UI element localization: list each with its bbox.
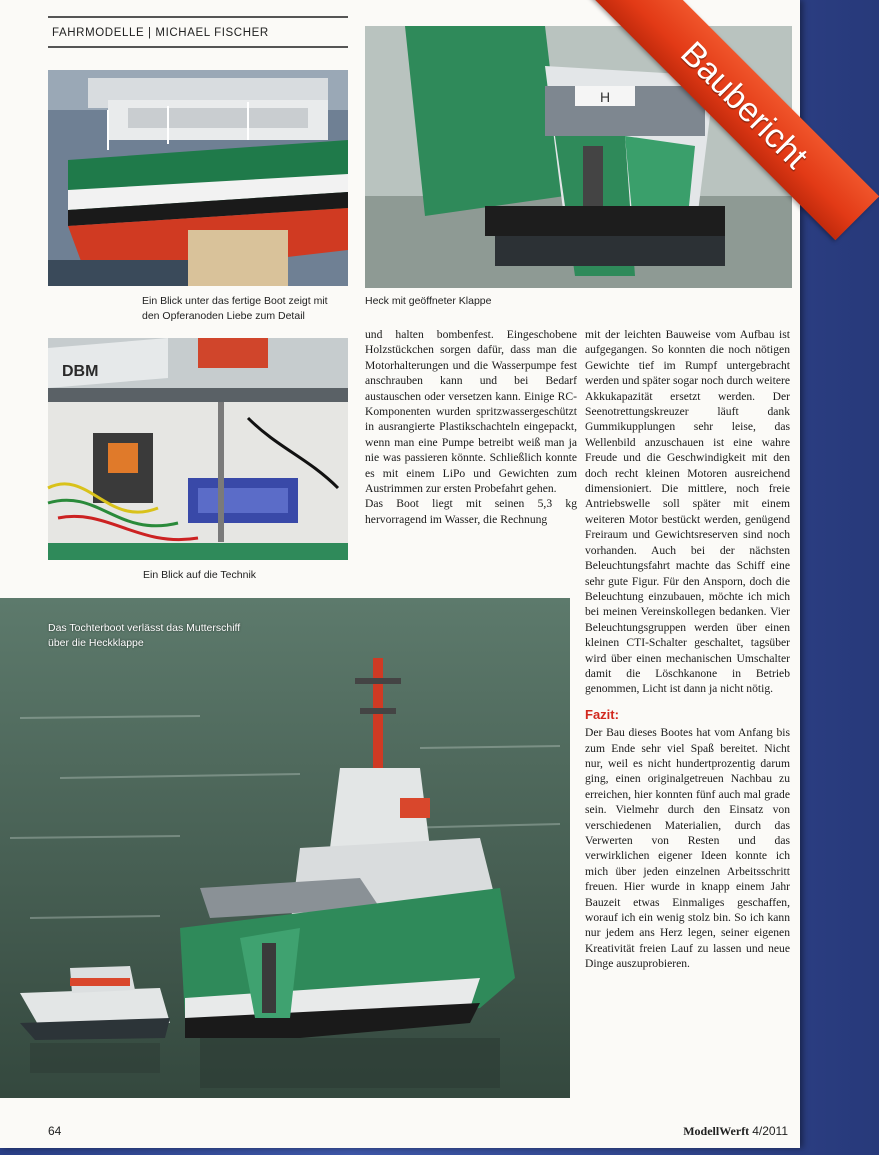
magazine-footer [683, 1124, 788, 1139]
header-rule-top [48, 16, 348, 18]
corner-banner [560, 0, 816, 240]
article-paragraph: Das Boot liegt mit seinen 5,3 kg hervorragend im Wasser, die Rechnung [365, 497, 577, 526]
photo-ship-on-water [0, 598, 570, 1098]
article-paragraph: Der Bau dieses Bootes hat vom Anfang bis zum Ende sehr viel Spaß bereitet. Nicht nur, weil es nicht hundertprozentig darum ging, einen originalgetreuen Nachbau zu erreichen, hier konnten fünf auch mal grade sein. Vielmehr durch den Einsatz von verschiedenen Materialien, durch das Verwerten von Resten und das verwirklichen eigener Ideen konnte ich mich über jeden einzelnen Arbeitsschritt freuen. Hier wurde in knapp einem Jahr Bauzeit etwas Einmaliges geschaffen, worauf ich ein wenig stolz bin. So ich kann nur jedem ans Herz legen, seiner eigenen Kreativität freien Lauf zu lassen und neue Dinge auszuprobieren. [585, 726, 790, 971]
page-number: 64 [48, 1124, 62, 1138]
caption-line: Ein Blick unter das fertige Boot zeigt mit [142, 295, 328, 307]
fazit-heading: Fazit: [585, 706, 619, 722]
hull-underside-image [48, 70, 348, 286]
caption-line: den Opferanoden Liebe zum Detail [142, 310, 305, 322]
caption-line: Das Tochterboot verlässt das Mutterschiff [48, 622, 241, 634]
banner-label: Baubericht [673, 33, 816, 176]
electronics-image [48, 338, 348, 560]
article-column-2 [585, 327, 790, 972]
photo-hull-underside [48, 70, 348, 286]
article-paragraph: und halten bombenfest. Eingeschobene Holzstückchen sorgen dafür, dass man die Motorhalterungen und die Wasserpumpe fest anschrauben kann und bei Bedarf austauschen oder versetzen kann. Einige RC-Komponenten wurden spritzwassergeschützt in ausrangierte Plastikschachteln eingepackt, wenn man eine Pumpe betreibt weiß man ja nie was passieren könnte. Schließlich konnte es mit einem LiPo und Gewichten zum Austrimmen zur ersten Probefahrt gehen. [365, 328, 577, 496]
article-column-1 [365, 327, 577, 527]
running-title: FAHRMODELLE | MICHAEL FISCHER [52, 27, 269, 39]
ship-on-water-image [0, 598, 570, 1098]
caption-ship-on-water [48, 621, 240, 651]
hull-lettering: DBM [62, 363, 99, 380]
caption-hull-underside [142, 294, 328, 324]
banner-strip [581, 0, 879, 240]
header-rule-bottom [48, 46, 348, 48]
magazine-name: ModellWerft [683, 1124, 750, 1138]
issue-number: 4/2011 [752, 1124, 788, 1138]
article-paragraph: mit der leichten Bauweise vom Aufbau ist aufgegangen. So konnten die noch nötigen Gewichte tief im Rumpf untergebracht werden und später sogar noch durch weitere Akkukapazität ersetzt werden. Der Seenotrettungskreuzer läuft dank Gummikupplungen sehr leise, das Wellenbild anzuschauen ist eine wahre Freude und die Geschwindigkeit mit den doch recht kleinen Motoren ausreichend dimensioniert. Die mittlere, noch freie Antriebswelle soll später mit einem weiteren Motor bestückt werden, genügend Freiraum und Gewichtsreserven sind noch vorhanden. Auch bei der nächsten Beleuchtungsfahrt machte das Schiff eine sehr gute Figur. Für den Ansporn, doch die Beleuchtung einzubauen, möchte ich mich bei meinen Vereinskollegen bedanken. Vier Beleuchtungsgruppen werden über einen kleinen CTI-Schalter geschaltet, tagsüber wird über einen mechanischen Umschalter damit die Löschkanone in Betrieb genommen, Licht ist dann ja nicht nötig. [585, 328, 790, 696]
caption-electronics: Ein Blick auf die Technik [143, 569, 257, 581]
photo-electronics [48, 338, 348, 560]
helipad-marking: H [599, 89, 611, 105]
caption-line: über die Heckklappe [48, 637, 144, 649]
caption-stern-ramp: Heck mit geöffneter Klappe [365, 295, 492, 307]
